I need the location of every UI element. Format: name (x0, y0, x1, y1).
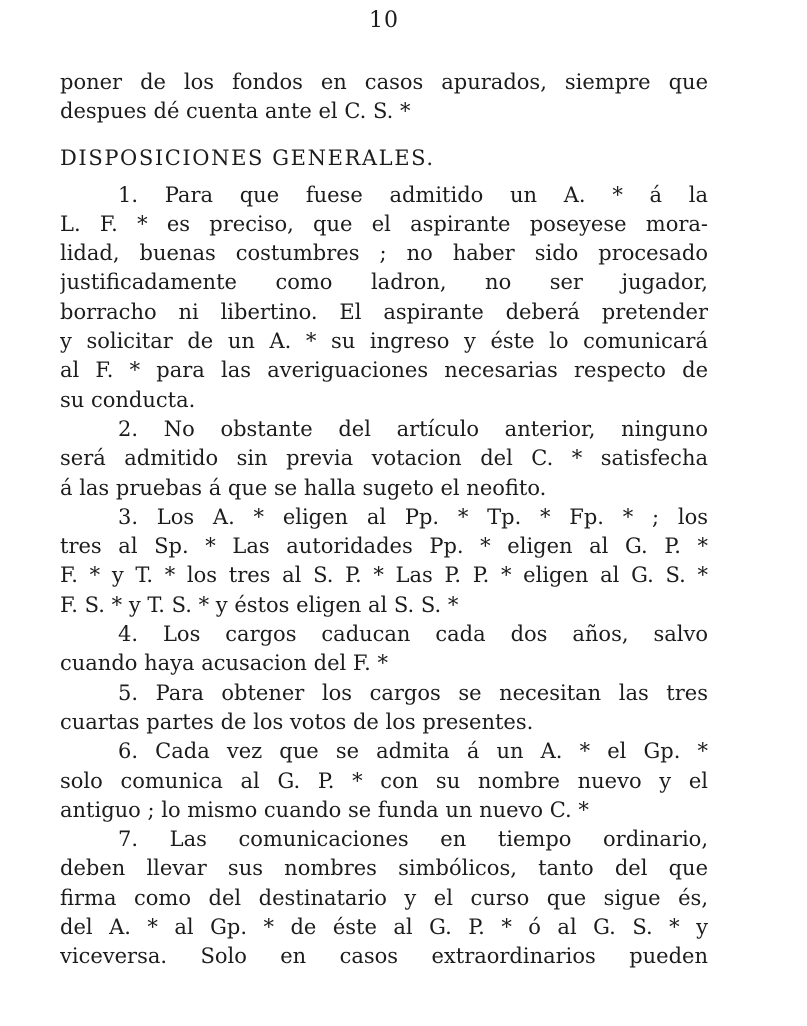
text-line: cuando haya acusacion del F. * (60, 651, 389, 676)
text-line: F. * y T. * los tres al S. P. * Las P. P. * eligen al G. S. * (60, 563, 708, 588)
text-line: al F. * para las averiguaciones necesarias respecto de (60, 358, 708, 383)
article-1 (60, 181, 708, 415)
text-line: F. S. * y T. S. * y éstos eligen al S. S. * (60, 592, 459, 617)
text-line: poner de los fondos en casos apurados, siempre que (60, 70, 708, 94)
text-line: 3. Los A. * eligen al Pp. * Tp. * Fp. * ; los (118, 504, 708, 529)
text-line: antiguo ; lo mismo cuando se funda un nuevo C. * (60, 797, 589, 822)
text-line: su conducta. (60, 387, 196, 412)
text-line: 4. Los cargos caducan cada dos años, salvo (118, 622, 708, 647)
article-4 (60, 620, 708, 679)
text-line: del A. * al Gp. * de éste al G. P. * ó al G. S. * y (60, 915, 708, 940)
article-6 (60, 737, 708, 825)
document-page (60, 0, 708, 1026)
text-line: 1. Para que fuese admitido un A. * á la (118, 182, 708, 207)
text-line: justificadamente como ladron, no ser jugador, (60, 270, 708, 295)
text-line: lidad, buenas costumbres ; no haber sido procesado (60, 241, 708, 266)
article-7 (60, 825, 708, 971)
text-line: 7. Las comunicaciones en tiempo ordinario, (118, 827, 708, 852)
text-line: cuartas partes de los votos de los presentes. (60, 709, 534, 734)
text-line: 5. Para obtener los cargos se necesitan las tres (118, 680, 708, 705)
text-line: á las pruebas á que se halla sugeto el neofito. (60, 475, 547, 500)
text-line: deben llevar sus nombres simbólicos, tanto del que (60, 856, 708, 881)
page-number: 10 (369, 8, 399, 33)
article-5 (60, 679, 708, 738)
text-line: 6. Cada vez que se admita á un A. * el Gp. * (118, 739, 708, 764)
body-text (60, 68, 708, 972)
text-line: será admitido sin previa votacion del C. * satisfecha (60, 446, 708, 471)
text-line: firma como del destinatario y el curso que sigue és, (60, 885, 708, 910)
intro-paragraph (60, 68, 708, 127)
text-line: tres al Sp. * Las autoridades Pp. * eligen al G. P. * (60, 534, 708, 559)
text-line: L. F. * es preciso, que el aspirante poseyese mora- (60, 211, 708, 236)
text-line: solo comunica al G. P. * con su nombre nuevo y el (60, 768, 708, 793)
article-3 (60, 503, 708, 620)
section-heading: DISPOSICIONES GENERALES. (60, 145, 435, 170)
text-line: 2. No obstante del artículo anterior, ninguno (118, 416, 708, 441)
article-2 (60, 415, 708, 503)
text-line: viceversa. Solo en casos extraordinarios pueden (60, 944, 708, 969)
text-line: borracho ni libertino. El aspirante deberá pretender (60, 299, 708, 324)
text-line: despues dé cuenta ante el C. S. * (60, 99, 411, 124)
text-line: y solicitar de un A. * su ingreso y éste lo comunicará (60, 329, 708, 354)
